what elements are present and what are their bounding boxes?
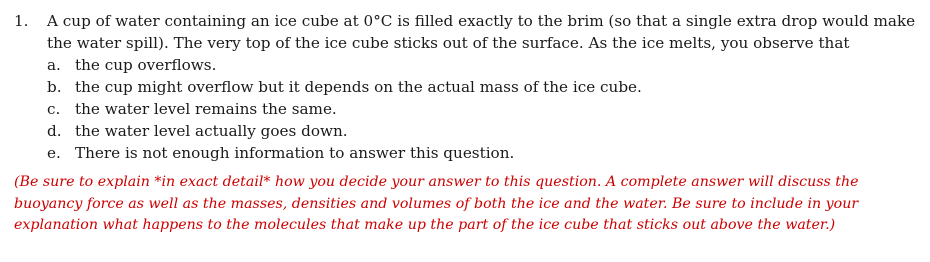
option-c	[14, 98, 919, 120]
option-e	[14, 142, 919, 164]
option-text: the water level remains the same.	[75, 100, 337, 118]
option-letter: e.	[47, 144, 61, 162]
answer-options	[14, 54, 919, 164]
option-letter: a.	[47, 56, 61, 74]
question-block	[14, 10, 919, 164]
answer-instructions: (Be sure to explain *in exact detail* how you decide your answer to this question. A complete answer will discuss the buoyancy force as well as the masses, densities and volumes of both the ice and the water. Be sure to include in your explanation what happens to the molecules that make up the part of the ice cube that sticks out above the water.)	[14, 174, 859, 233]
option-letter: d.	[47, 122, 62, 140]
option-letter: b.	[47, 78, 62, 96]
option-a	[14, 54, 919, 76]
question-stem	[14, 10, 919, 54]
option-text: the water level actually goes down.	[75, 122, 348, 140]
option-d	[14, 120, 919, 142]
question-text: A cup of water containing an ice cube at 0°C is filled exactly to the brim (so that a single extra drop would make the water spill). The very top of the ice cube sticks out of the surface. As the ice melts, you observe that	[47, 12, 916, 52]
option-text: the cup overflows.	[75, 56, 217, 74]
option-text: There is not enough information to answer this question.	[75, 144, 515, 162]
option-text: the cup might overflow but it depends on the actual mass of the ice cube.	[75, 78, 642, 96]
option-letter: c.	[47, 100, 61, 118]
question-number: 1.	[14, 12, 29, 30]
option-b	[14, 76, 919, 98]
